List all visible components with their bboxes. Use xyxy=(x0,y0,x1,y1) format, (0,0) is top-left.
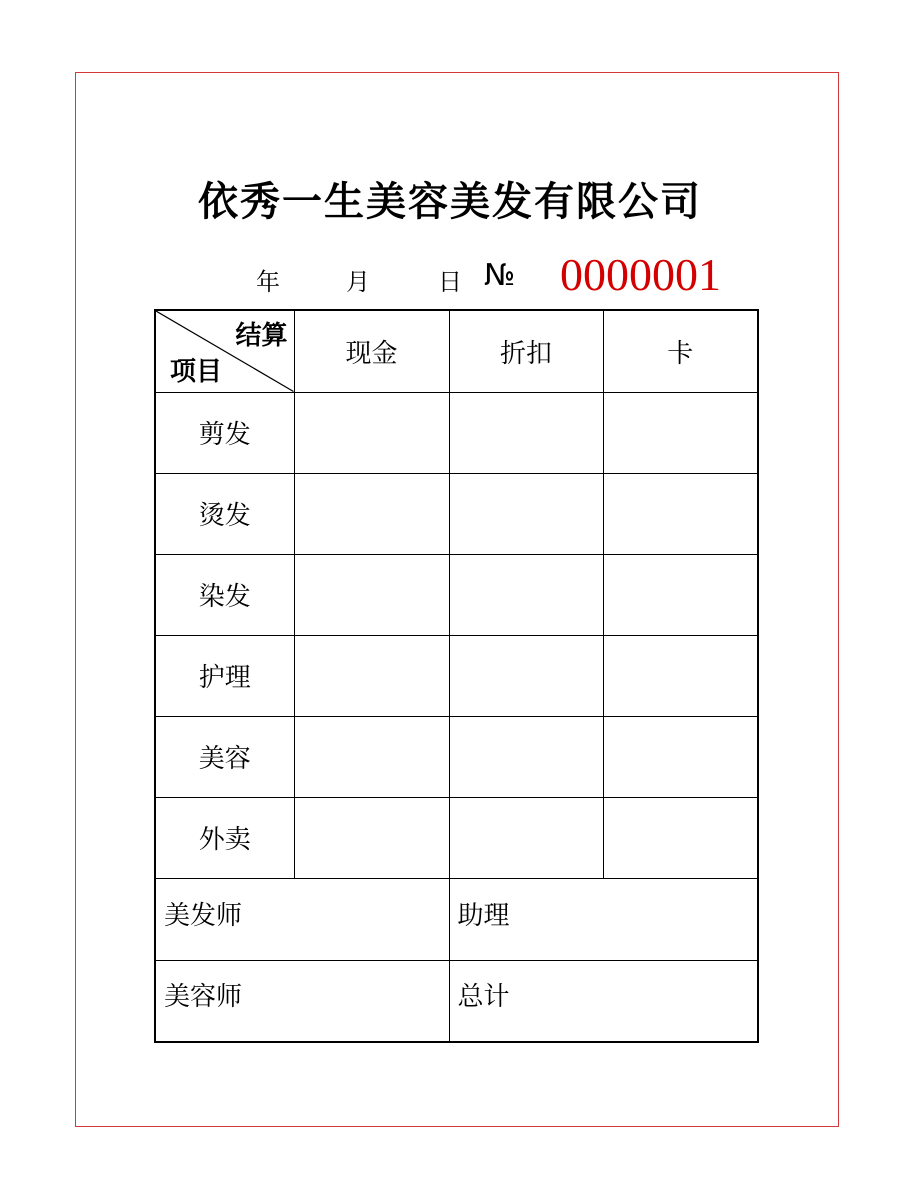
table-row xyxy=(155,554,758,635)
column-header-cash: 现金 xyxy=(294,310,449,392)
date-row xyxy=(0,249,900,300)
day-label: 日 xyxy=(438,268,462,296)
cash-cell[interactable] xyxy=(294,635,449,716)
card-cell[interactable] xyxy=(603,473,758,554)
corner-bottom-label: 项目 xyxy=(170,356,223,387)
total-field[interactable]: 总计 xyxy=(449,960,758,1042)
assistant-field[interactable]: 助理 xyxy=(449,878,758,960)
discount-cell[interactable] xyxy=(449,635,603,716)
beautician-field[interactable]: 美容师 xyxy=(155,960,449,1042)
cash-cell[interactable] xyxy=(294,554,449,635)
serial-number: 0000001 xyxy=(560,249,721,300)
card-cell[interactable] xyxy=(603,554,758,635)
discount-cell[interactable] xyxy=(449,797,603,878)
table-row xyxy=(155,716,758,797)
discount-cell[interactable] xyxy=(449,473,603,554)
discount-cell[interactable] xyxy=(449,392,603,473)
corner-cell xyxy=(155,310,294,392)
footer-row xyxy=(155,960,758,1042)
discount-cell[interactable] xyxy=(449,554,603,635)
item-dye: 染发 xyxy=(155,554,294,635)
settlement-table xyxy=(154,309,759,1043)
cash-cell[interactable] xyxy=(294,797,449,878)
header-row xyxy=(155,310,758,392)
card-cell[interactable] xyxy=(603,797,758,878)
cash-cell[interactable] xyxy=(294,716,449,797)
month-label: 月 xyxy=(346,268,370,296)
column-header-card: 卡 xyxy=(603,310,758,392)
company-title: 依秀一生美容美发有限公司 xyxy=(198,179,702,225)
card-cell[interactable] xyxy=(603,392,758,473)
column-header-discount: 折扣 xyxy=(449,310,603,392)
table-row xyxy=(155,797,758,878)
table-row xyxy=(155,635,758,716)
table-row xyxy=(155,473,758,554)
item-care: 护理 xyxy=(155,635,294,716)
cash-cell[interactable] xyxy=(294,392,449,473)
hairdresser-field[interactable]: 美发师 xyxy=(155,878,449,960)
footer-row xyxy=(155,878,758,960)
discount-cell[interactable] xyxy=(449,716,603,797)
item-takeaway: 外卖 xyxy=(155,797,294,878)
corner-top-label: 结算 xyxy=(235,321,288,351)
table-row xyxy=(155,392,758,473)
card-cell[interactable] xyxy=(603,635,758,716)
item-perm: 烫发 xyxy=(155,473,294,554)
number-sign: № xyxy=(484,258,516,293)
year-label: 年 xyxy=(256,268,280,296)
cash-cell[interactable] xyxy=(294,473,449,554)
item-beauty: 美容 xyxy=(155,716,294,797)
item-haircut: 剪发 xyxy=(155,392,294,473)
card-cell[interactable] xyxy=(603,716,758,797)
